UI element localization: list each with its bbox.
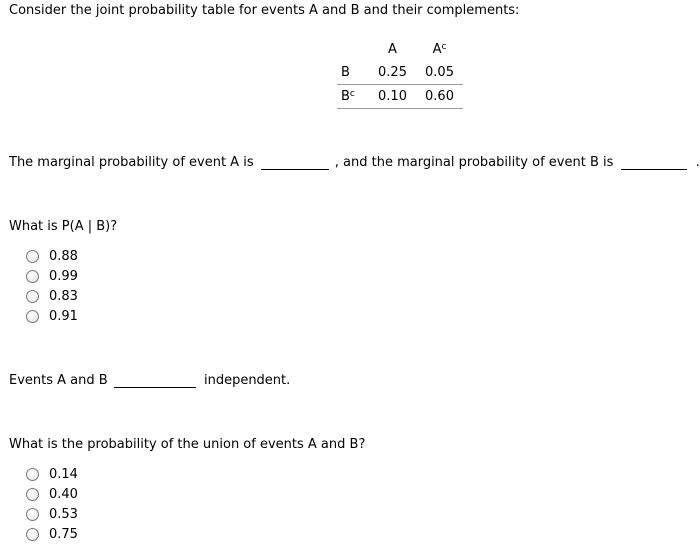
radio-button-icon[interactable] — [26, 488, 39, 501]
q1-option-label: 0.99 — [49, 268, 78, 284]
radio-button-icon[interactable] — [26, 310, 39, 323]
q2-option-label: 0.75 — [49, 526, 78, 542]
row-label-b-complement: $B^c$ — [337, 85, 369, 109]
independence-text-2: independent. — [203, 373, 291, 388]
radio-button-icon[interactable] — [26, 270, 39, 283]
marginal-text-2: , and the marginal probability of event B is — [334, 155, 614, 170]
q2-question: What is the probability of the union of events A and B? — [9, 437, 366, 452]
cell-a-and-b: 0.25 — [369, 61, 416, 85]
q2-option-label: 0.40 — [49, 486, 78, 502]
q1-option[interactable] — [26, 287, 78, 305]
q1-option-label: 0.83 — [49, 288, 78, 304]
radio-button-icon[interactable] — [26, 508, 39, 521]
q1-question: What is P(A | B)? — [9, 219, 118, 234]
joint-probability-table — [337, 38, 463, 109]
q2-option[interactable] — [26, 525, 78, 543]
cell-ac-and-bc: 0.60 — [416, 85, 463, 109]
q2-option[interactable] — [26, 505, 78, 523]
marginal-text-1: The marginal probability of event A is — [9, 155, 254, 170]
q2-option[interactable] — [26, 465, 78, 483]
independence-blank[interactable] — [114, 373, 196, 388]
radio-button-icon[interactable] — [26, 468, 39, 481]
q2-option[interactable] — [26, 485, 78, 503]
col-header-a-complement: $A^c$ — [432, 42, 447, 57]
q2-option-label: 0.14 — [49, 466, 78, 482]
marginal-sentence — [9, 155, 700, 170]
table-row-b-complement — [337, 85, 463, 109]
corner-cell — [337, 38, 369, 61]
q1-option[interactable] — [26, 247, 78, 265]
cell-ac-and-b: 0.05 — [416, 61, 463, 85]
independence-sentence — [9, 373, 290, 388]
marginal-a-blank[interactable] — [261, 155, 329, 170]
radio-button-icon[interactable] — [26, 290, 39, 303]
table-header-row — [337, 38, 463, 61]
q1-option-label: 0.88 — [49, 248, 78, 264]
intro-text: Consider the joint probability table for events A and B and their complements: — [9, 3, 520, 18]
q1-option-label: 0.91 — [49, 308, 78, 324]
row-label-b: B — [337, 61, 369, 85]
radio-button-icon[interactable] — [26, 250, 39, 263]
col-header-a: A — [388, 42, 397, 57]
marginal-b-blank[interactable] — [621, 155, 687, 170]
radio-button-icon[interactable] — [26, 528, 39, 541]
cell-a-and-bc: 0.10 — [369, 85, 416, 109]
table-row-b — [337, 61, 463, 85]
independence-text-1: Events A and B — [9, 373, 108, 388]
q2-option-label: 0.53 — [49, 506, 78, 522]
q1-option[interactable] — [26, 307, 78, 325]
marginal-text-3: . — [695, 155, 700, 170]
q1-option[interactable] — [26, 267, 78, 285]
